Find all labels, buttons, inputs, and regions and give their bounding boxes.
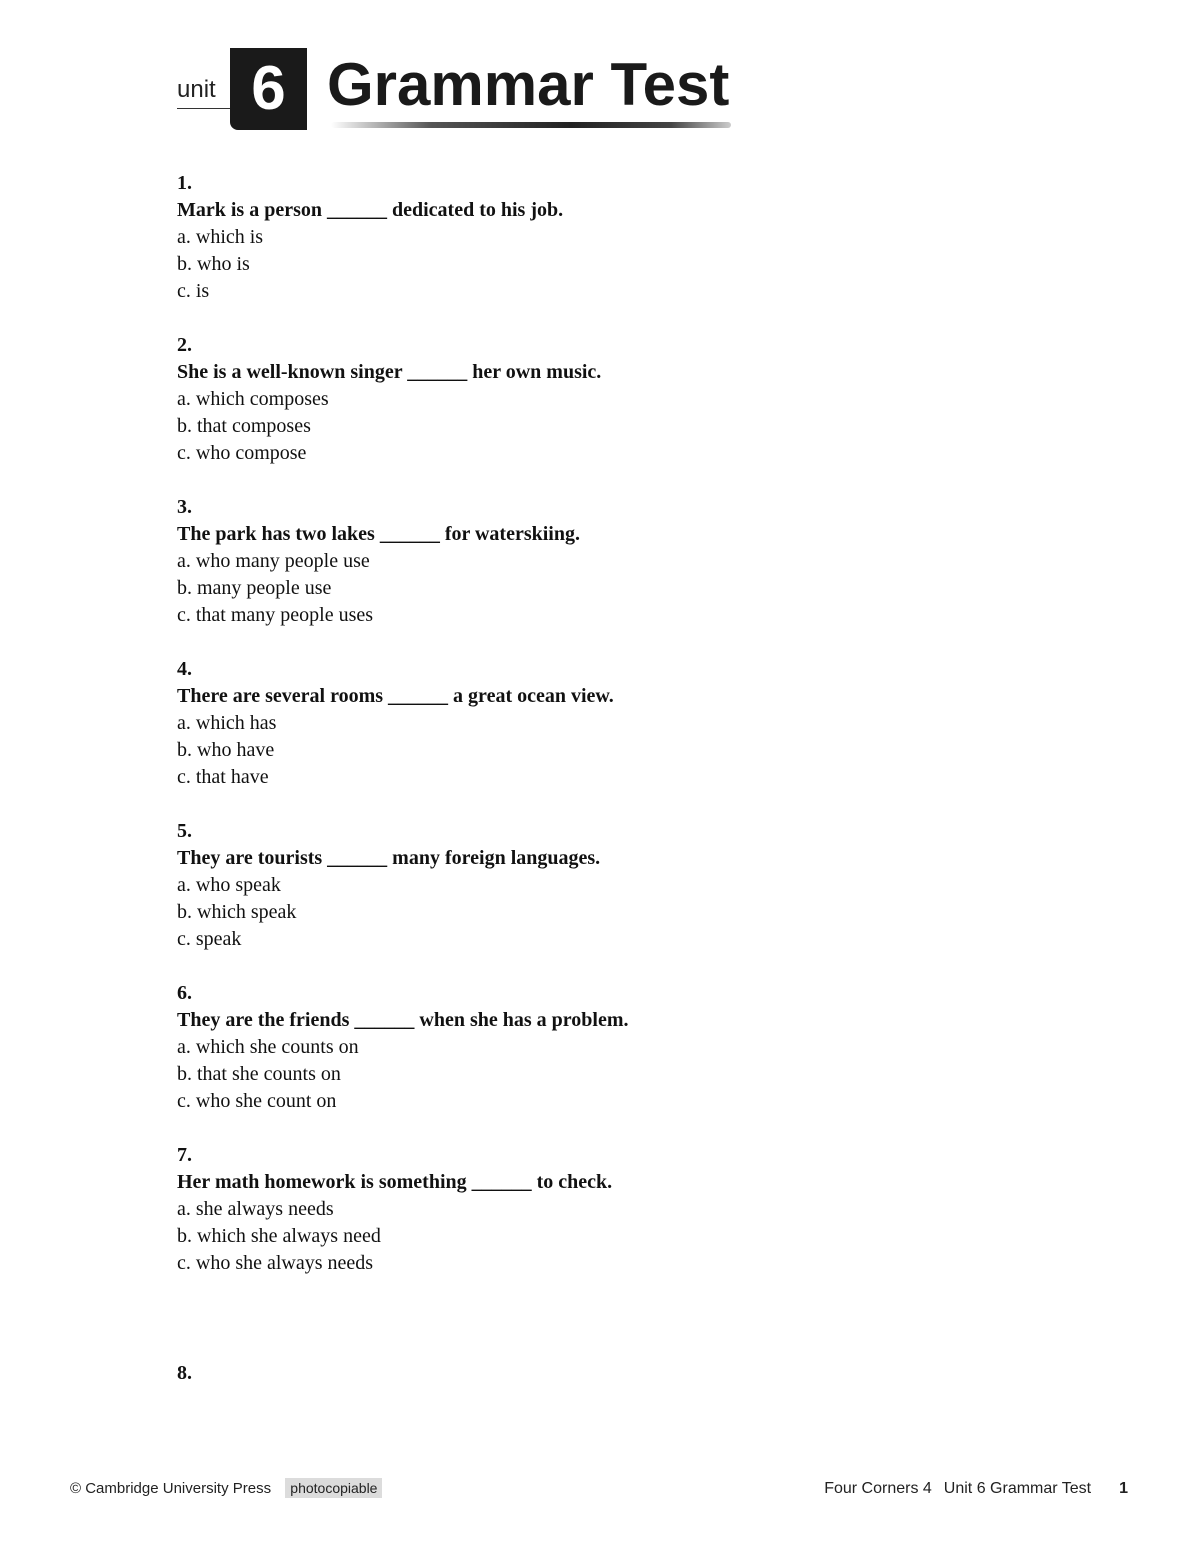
answer-option-a: a. which is — [177, 226, 264, 248]
question-number: 5. — [177, 820, 192, 842]
answer-option-c: c. who she count on — [177, 1090, 337, 1112]
answer-option-a: a. who speak — [177, 874, 281, 896]
answer-option-b: b. who have — [177, 739, 275, 761]
answer-option-a: a. which has — [177, 712, 277, 734]
question-7 — [177, 1142, 877, 1277]
answer-option-b: b. many people use — [177, 577, 332, 599]
title-rule — [331, 122, 731, 128]
question-stem: The park has two lakes ______ for waterskiing. — [177, 523, 580, 545]
answer-option-b: b. that composes — [177, 415, 311, 437]
answer-option-b: b. which she always need — [177, 1225, 381, 1247]
answer-option-a: a. she always needs — [177, 1198, 334, 1220]
question-number: 6. — [177, 982, 192, 1004]
answer-option-a: a. which composes — [177, 388, 329, 410]
question-6 — [177, 980, 877, 1115]
page-title: Grammar Test — [327, 51, 730, 118]
answer-option-b: b. that she counts on — [177, 1063, 341, 1085]
footer-unit-title: Unit 6 Grammar Test — [943, 1480, 1092, 1497]
unit-underline — [177, 108, 231, 109]
answer-option-c: c. speak — [177, 928, 242, 950]
question-stem: Her math homework is something ______ to check. — [177, 1171, 613, 1193]
footer-info — [824, 1480, 1128, 1498]
question-8-number: 8. — [177, 1362, 192, 1384]
question-number: 7. — [177, 1144, 192, 1166]
question-stem: There are several rooms ______ a great ocean view. — [177, 685, 614, 707]
answer-option-b: b. which speak — [177, 901, 297, 923]
question-list — [177, 170, 877, 1304]
answer-option-c: c. who compose — [177, 442, 307, 464]
question-2 — [177, 332, 877, 467]
question-number: 1. — [177, 172, 192, 194]
page-number: 1 — [1119, 1480, 1128, 1497]
unit-label: unit — [177, 76, 216, 103]
answer-option-c: c. that many people uses — [177, 604, 374, 626]
question-number: 3. — [177, 496, 192, 518]
question-4 — [177, 656, 877, 791]
question-stem: Mark is a person ______ dedicated to his job. — [177, 199, 564, 221]
question-stem: They are tourists ______ many foreign languages. — [177, 847, 601, 869]
question-stem: She is a well-known singer ______ her own music. — [177, 361, 602, 383]
question-number: 2. — [177, 334, 192, 356]
question-5 — [177, 818, 877, 953]
answer-option-c: c. that have — [177, 766, 269, 788]
footer-copyright — [70, 1478, 382, 1498]
answer-option-c: c. who she always needs — [177, 1252, 374, 1274]
question-stem: They are the friends ______ when she has a problem. — [177, 1009, 629, 1031]
page-header — [177, 48, 737, 134]
answer-option-a: a. which she counts on — [177, 1036, 359, 1058]
question-number: 4. — [177, 658, 192, 680]
photocopiable-badge: photocopiable — [285, 1478, 382, 1498]
unit-number-badge: 6 — [230, 48, 307, 130]
answer-option-a: a. who many people use — [177, 550, 370, 572]
question-1 — [177, 170, 877, 305]
book-title: Four Corners 4 — [824, 1480, 932, 1497]
question-3 — [177, 494, 877, 629]
answer-option-c: c. is — [177, 280, 210, 302]
answer-option-b: b. who is — [177, 253, 250, 275]
copyright-text: © Cambridge University Press — [70, 1480, 272, 1497]
